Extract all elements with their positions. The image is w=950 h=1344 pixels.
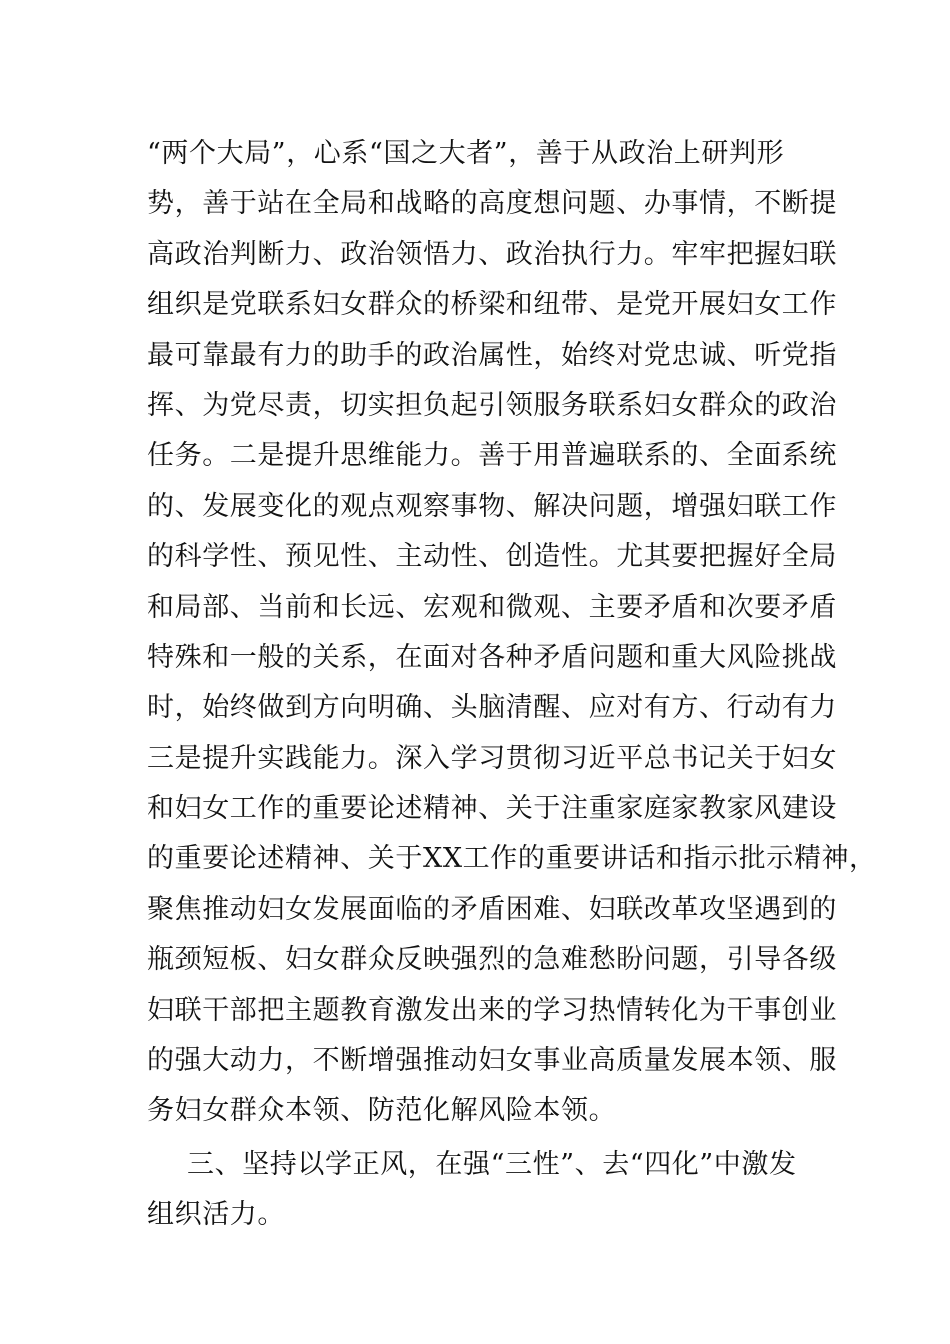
text-line: 和局部、当前和长远、宏观和微观、主要矛盾和次要矛盾: [147, 591, 837, 623]
text-line: 和妇女工作的重要论述精神、关于注重家庭家教家风建设: [147, 793, 837, 825]
text-line: 组织是党联系妇女群众的桥梁和纽带、是党开展妇女工作: [147, 289, 837, 321]
text-line: 瓶颈短板、妇女群众反映强烈的急难愁盼问题，引导各级: [147, 944, 837, 976]
text-line: 妇联干部把主题教育激发出来的学习热情转化为干事创业: [147, 994, 837, 1026]
section-heading-line: 组织活力。: [147, 1199, 285, 1231]
body-text: [147, 129, 877, 1241]
text-line: 的强大动力，不断增强推动妇女事业高质量发展本领、服: [147, 1045, 837, 1077]
text-line: 任务。二是提升思维能力。善于用普遍联系的、全面系统: [147, 440, 837, 472]
text-line: 挥、为党尽责，切实担负起引领服务联系妇女群众的政治: [147, 389, 837, 421]
text-line: 务妇女群众本领、防范化解风险本领。: [147, 1095, 617, 1127]
text-line: 的、发展变化的观点观察事物、解决问题，增强妇联工作: [147, 490, 837, 522]
section-heading-line: 三、坚持以学正风，在强“三性”、去“四化”中激发: [187, 1148, 797, 1180]
text-line: 特殊和一般的关系，在面对各种矛盾问题和重大风险挑战: [147, 641, 837, 673]
text-line: 的重要论述精神、关于XX工作的重要讲话和指示批示精神，: [147, 843, 877, 875]
text-line: “两个大局”，心系“国之大者”，善于从政治上研判形: [147, 138, 785, 169]
text-line: 时，始终做到方向明确、头脑清醒、应对有方、行动有力: [147, 692, 837, 724]
text-line: 三是提升实践能力。深入学习贯彻习近平总书记关于妇女: [147, 742, 837, 774]
text-line: 最可靠最有力的助手的政治属性，始终对党忠诚、听党指: [147, 339, 837, 371]
text-line: 的科学性、预见性、主动性、创造性。尤其要把握好全局: [147, 541, 837, 573]
text-line: 聚焦推动妇女发展面临的矛盾困难、妇联改革攻坚遇到的: [147, 893, 837, 925]
text-line: 势，善于站在全局和战略的高度想问题、办事情，不断提: [147, 188, 837, 220]
text-line: 高政治判断力、政治领悟力、政治执行力。牢牢把握妇联: [147, 238, 837, 270]
